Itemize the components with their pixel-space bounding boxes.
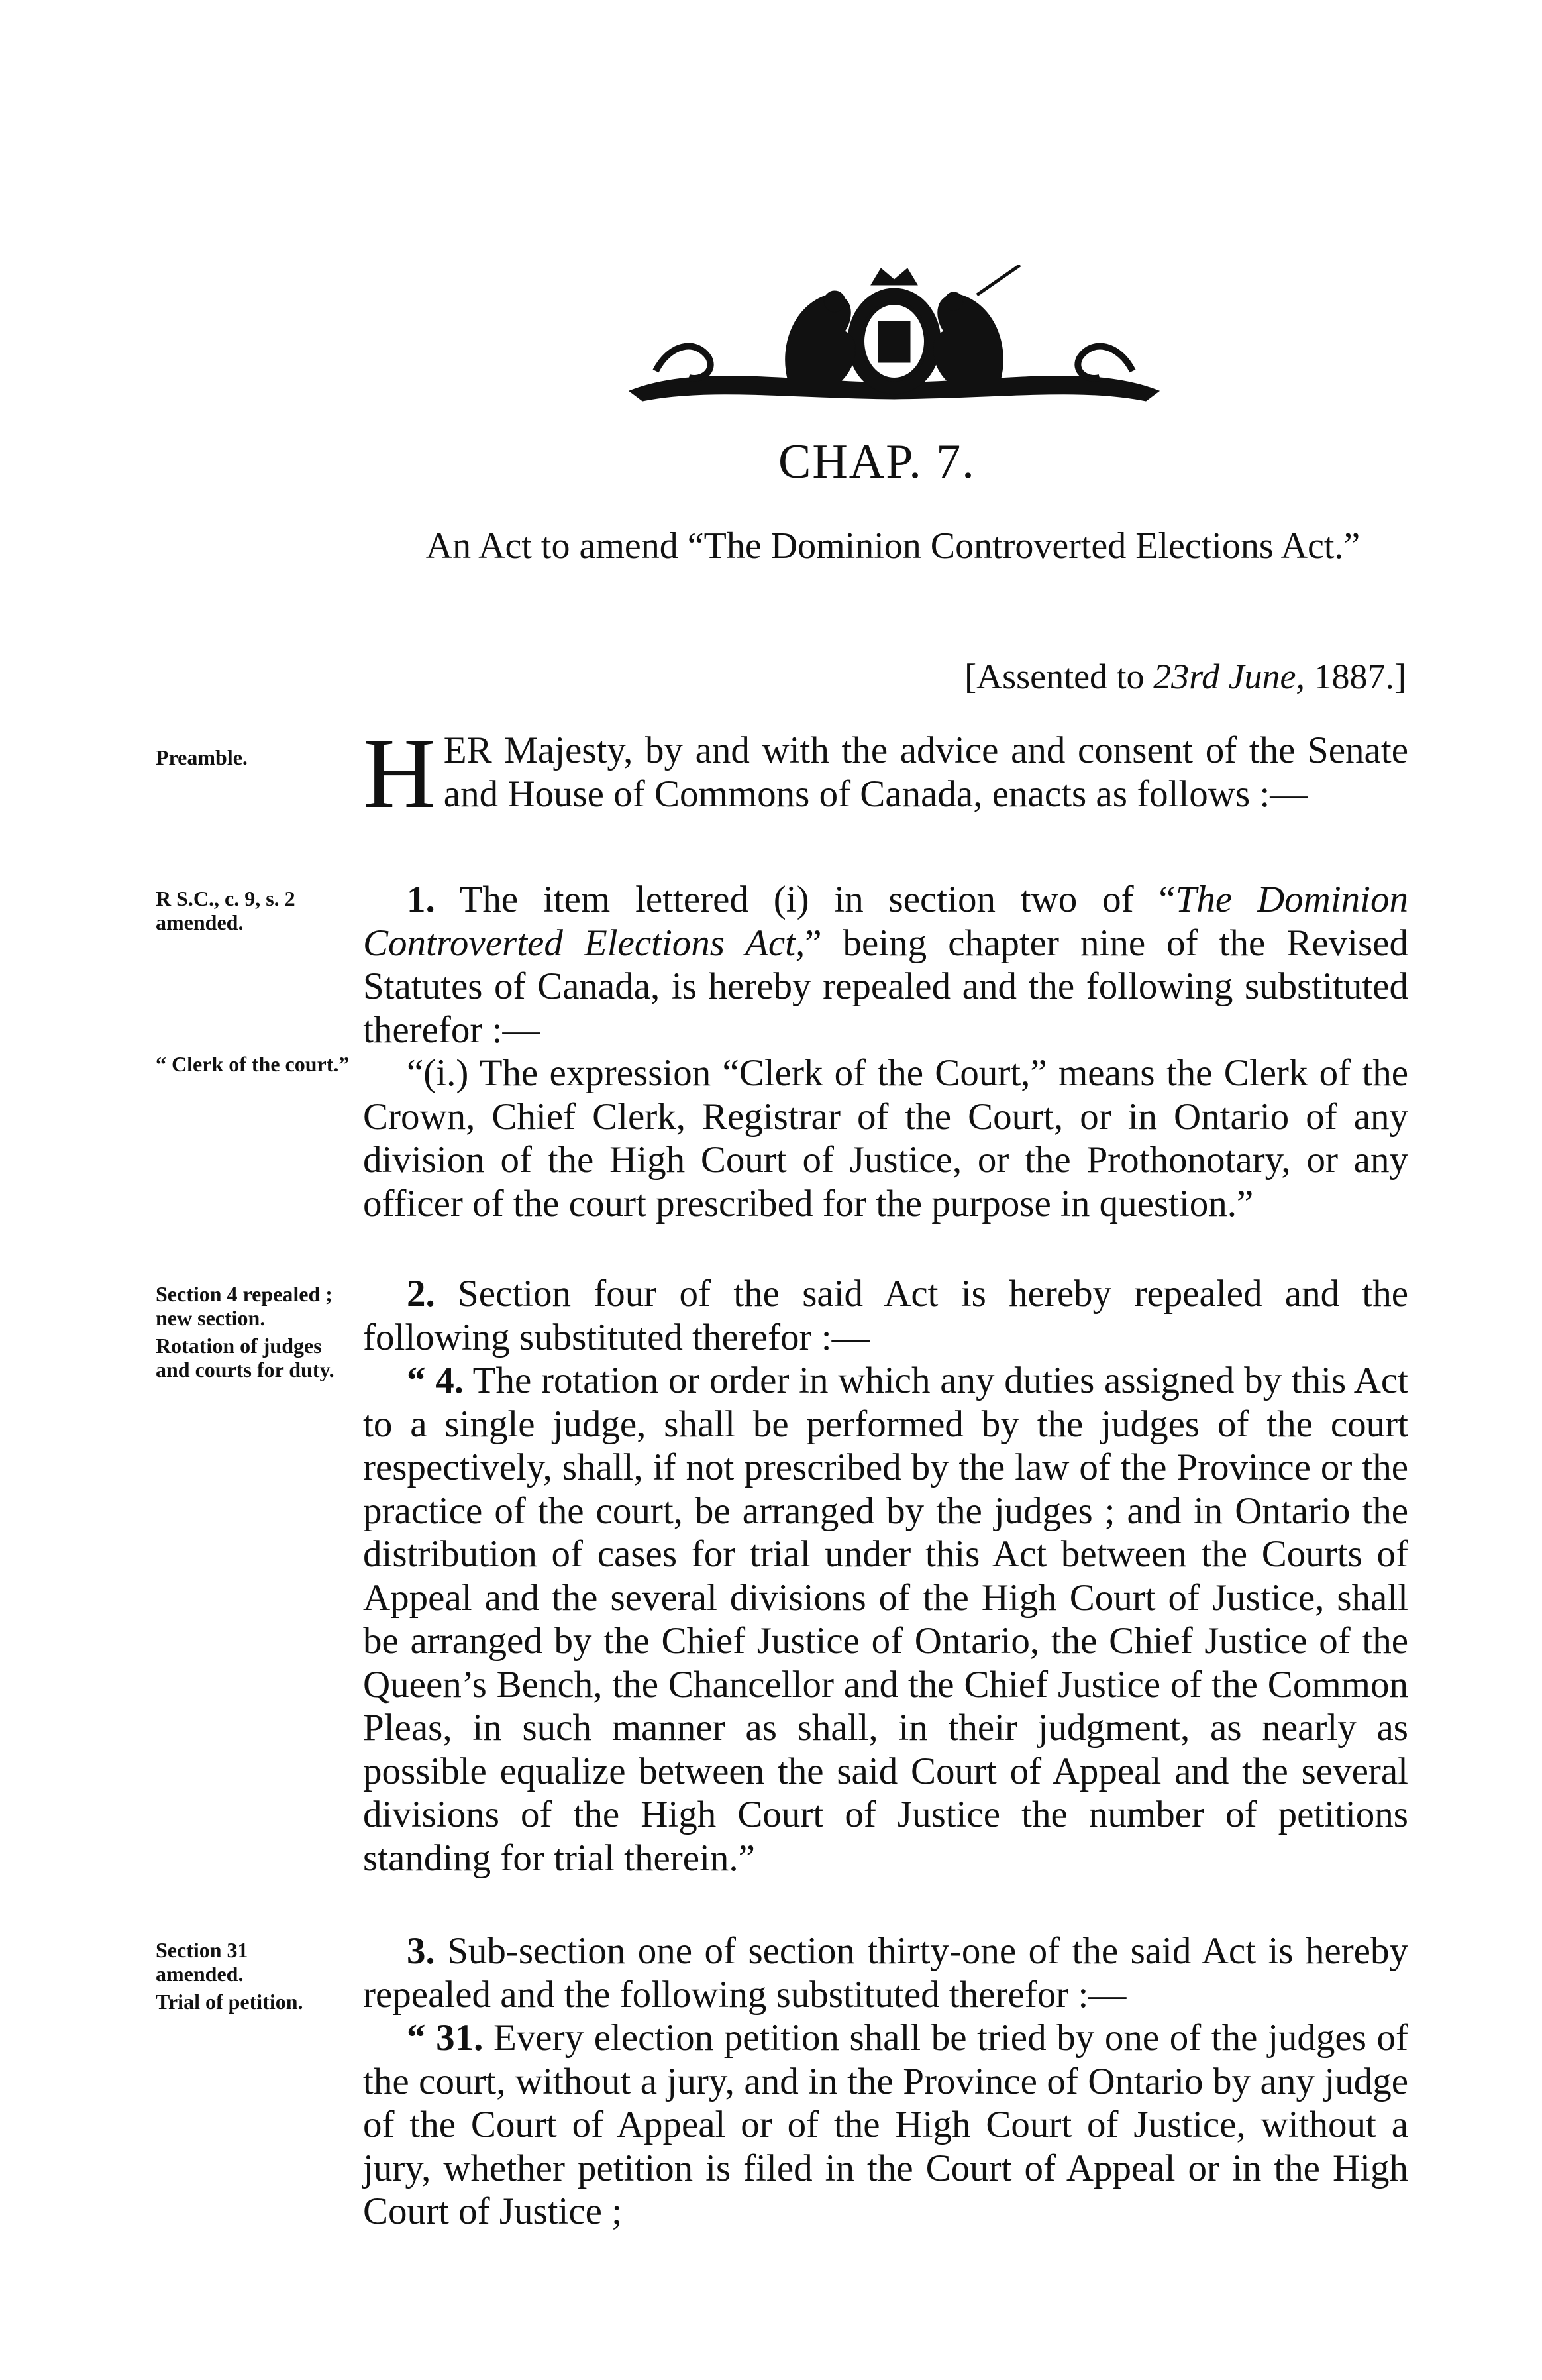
section-1 (363, 878, 1408, 1225)
section-2 (363, 1272, 1408, 1880)
chapter-heading: CHAP. 7. (778, 435, 976, 489)
assent-date (964, 656, 1406, 697)
preamble-text: ER Majesty, by and with the advice and consent of the Senate and House of Commons of Canada, enacts as follows :— (443, 730, 1408, 815)
section-text: The item lettered (i) in section two of “ (435, 879, 1176, 920)
margin-note: Section 4 repealed ; new section. (156, 1282, 333, 1330)
margin-note: Section 31 amended. (156, 1938, 248, 1986)
section-number: 1. (407, 879, 435, 920)
margin-note: Rotation of judges and courts for duty. (156, 1334, 334, 1381)
margin-note-preamble (156, 745, 354, 773)
subsection-number: “ 4. (407, 1360, 464, 1401)
margin-note: Trial of petition. (156, 1990, 303, 2014)
act-title: An Act to amend “The Dominion Controverted Elections Act.” (425, 525, 1361, 567)
royal-coat-of-arms (616, 265, 1172, 417)
section-text: ” being chapter nine of the Revised Statutes of Canada, is hereby repealed and the following substituted therefor :— (363, 922, 1408, 1051)
subsection-text: Every election petition shall be tried by one of the judges of the court, without a jury, and in the Province of Ontario by any judge of the Court of Appeal or of the High Court of Justice, without a jury, whether petition is filed in the Court of Appeal or in the High Court of Justice ; (363, 2017, 1409, 2232)
assent-date-text: 23rd June, (1153, 657, 1306, 696)
margin-note-section3 (156, 1938, 334, 2018)
drop-cap: H (363, 718, 436, 829)
section-number: 3. (407, 1930, 435, 1972)
quoted-definition: “(i.) The expression “Clerk of the Court,” means the Clerk of the Crown, Chief Clerk, Registrar of the Court, or in Ontario of any division of the High Court of Justice, or the Prothonotary, or any officer of the court prescribed for the purpose in question.” (363, 1052, 1408, 1224)
section-text: Sub-section one of section thirty-one of the said Act is hereby repealed and the following substituted therefor :— (363, 1930, 1408, 2016)
preamble-paragraph (363, 718, 1408, 829)
assent-prefix: [Assented to (964, 657, 1154, 696)
act-name: The Dominion Controverted Elections Act, (363, 879, 1409, 964)
section-text: Section four of the said Act is hereby repealed and the following substituted therefor :— (363, 1273, 1408, 1358)
section-3 (363, 1929, 1408, 2234)
margin-note-section1-ref (156, 887, 354, 938)
margin-note-section2 (156, 1282, 348, 1385)
assent-year: 1887.] (1305, 657, 1406, 696)
margin-note: “ Clerk of the court.” (156, 1052, 350, 1076)
margin-note-clerk (156, 1052, 354, 1080)
section-number: 2. (407, 1273, 435, 1315)
margin-note: R S.C., c. 9, s. 2 amended. (156, 887, 295, 934)
subsection-number: “ 31. (407, 2017, 484, 2059)
margin-note: Preamble. (156, 745, 248, 769)
subsection-text: The rotation or order in which any duties assigned by this Act to a single judge, shall be performed by the judges of the court respectively, shall, if not prescribed by the law of the Province or the practice of the court, be arranged by the judges ; and in Ontario the distribution of cases for trial under this Act between the Courts of Appeal and the several divisions of the High Court of Justice, shall be arranged by the Chief Justice of Ontario, the Chief Justice of the Queen’s Bench, the Chancellor and the Chief Justice of the Common Pleas, in such manner as shall, in their judgment, as nearly as possible equalize between the said Court of Appeal and the several divisions of the High Court of Justice the number of petitions standing for trial therein.” (363, 1360, 1408, 1879)
